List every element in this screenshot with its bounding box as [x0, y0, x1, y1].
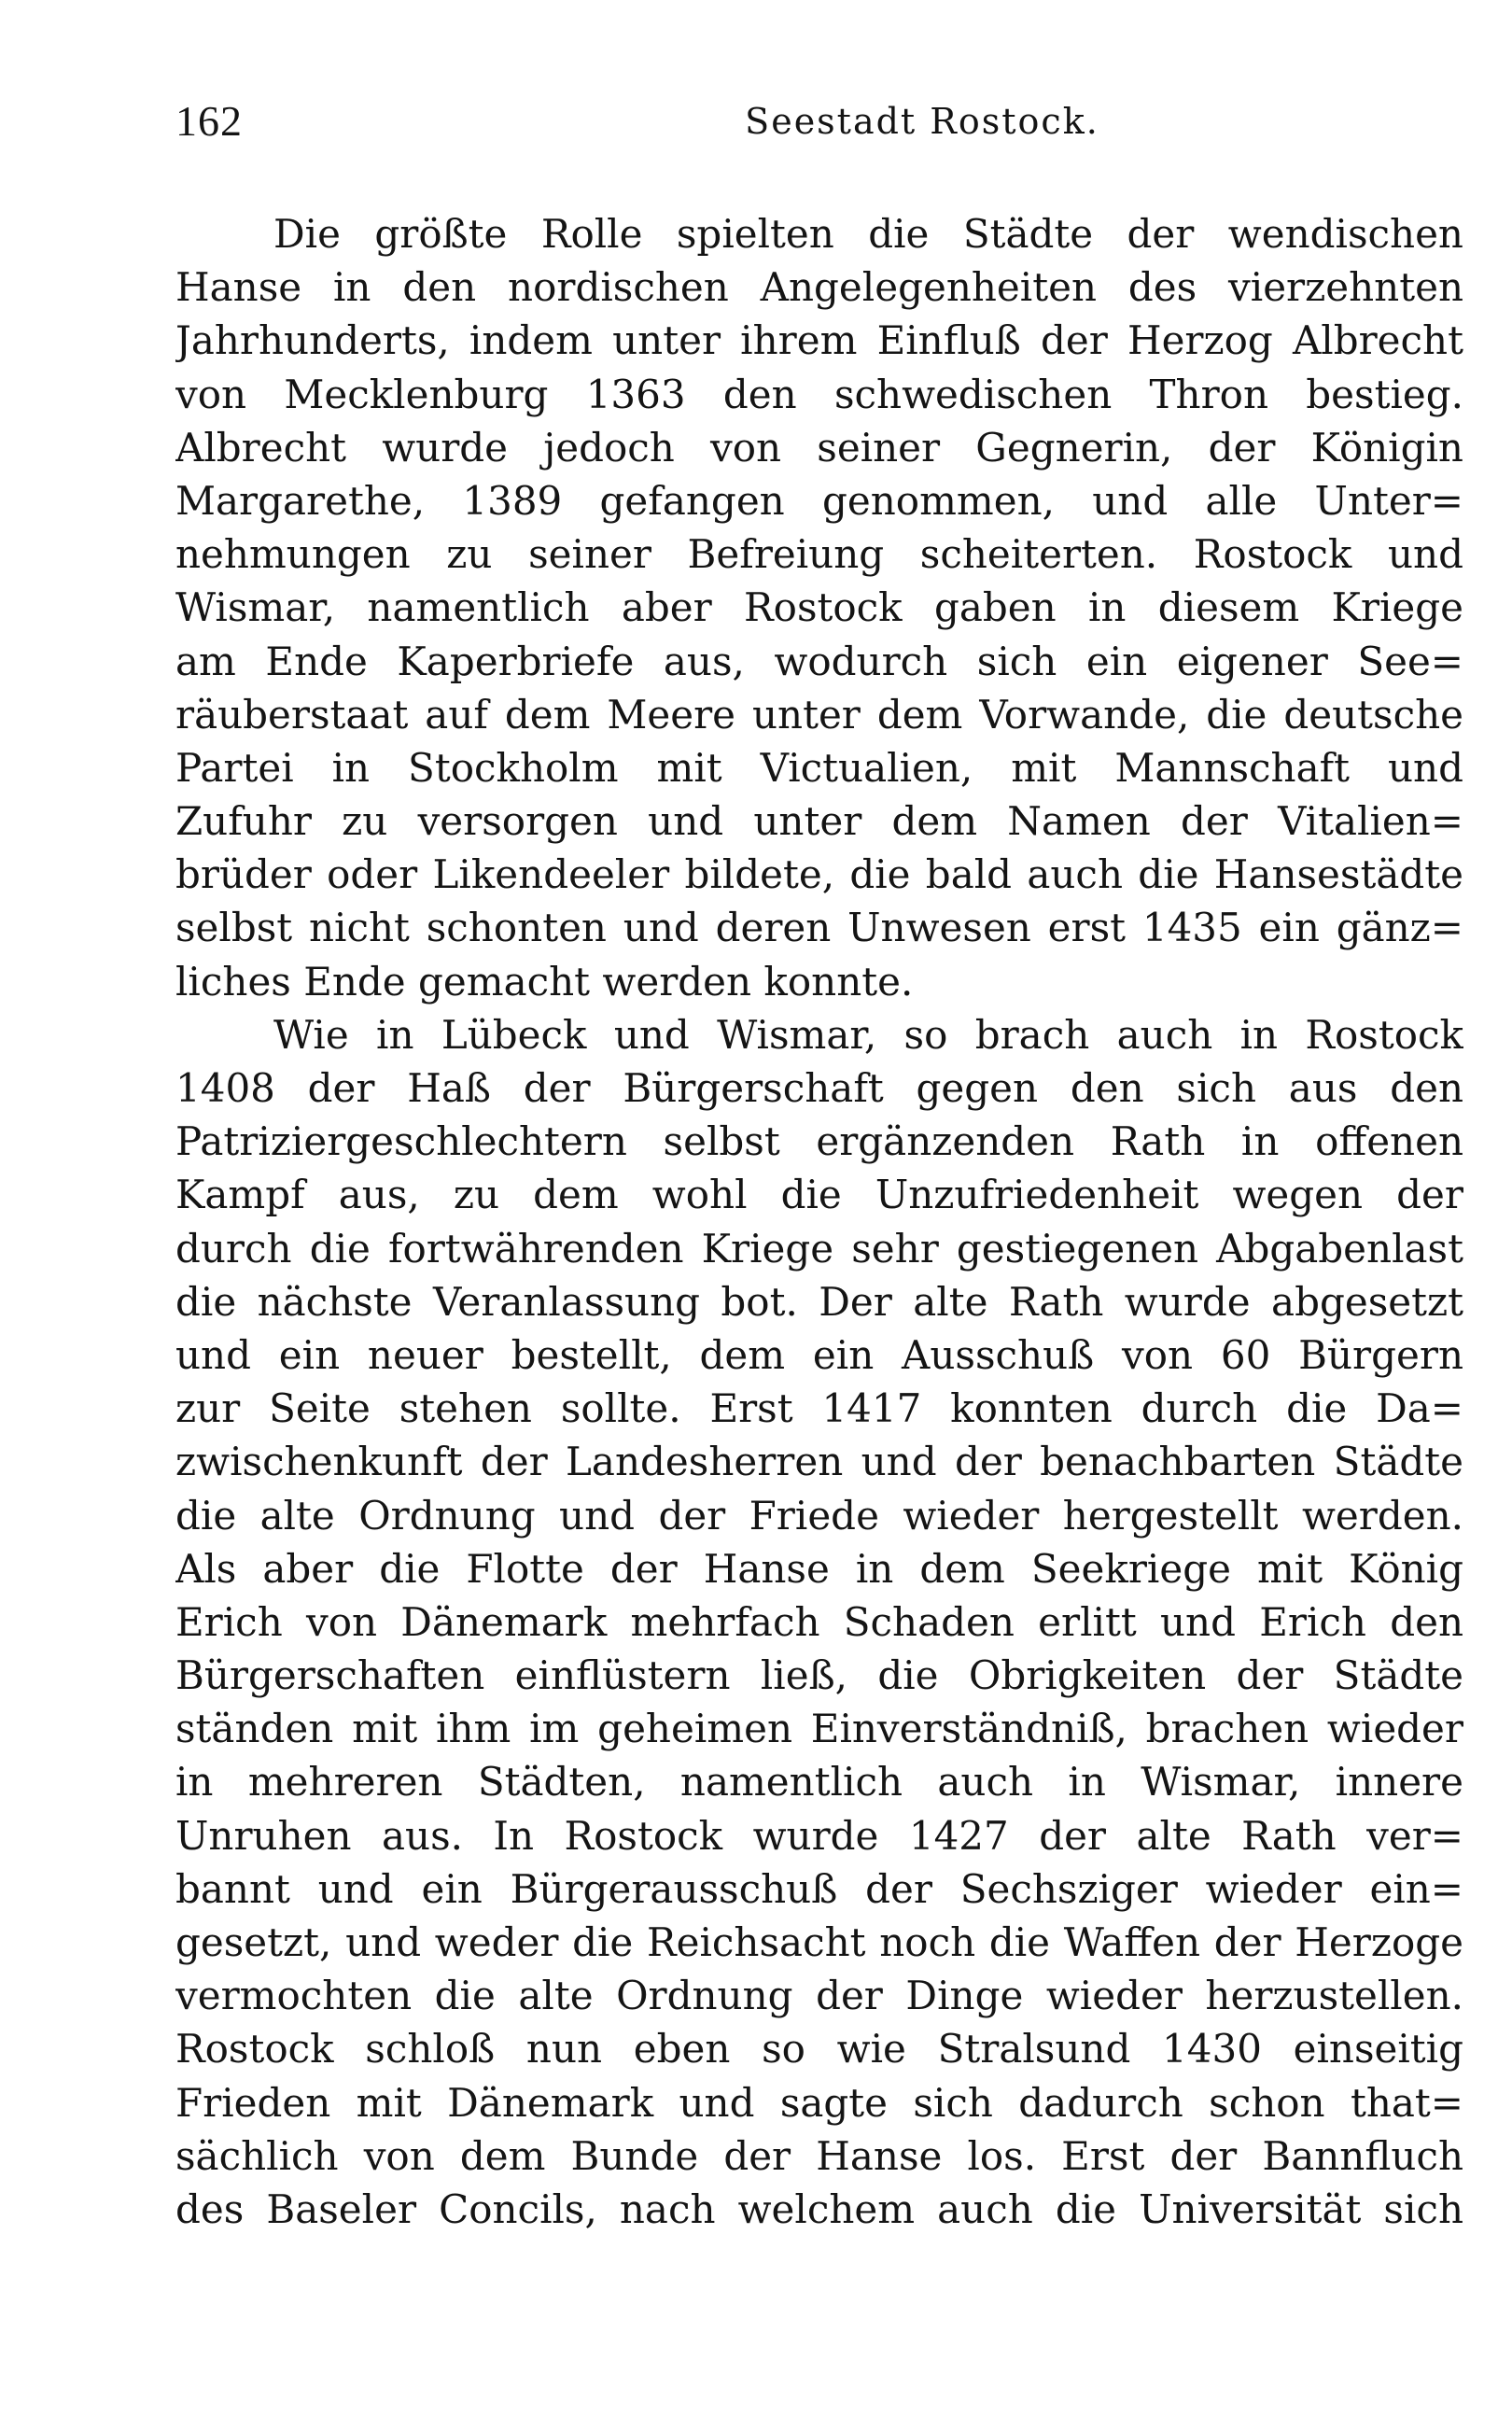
text-line: brüder oder Likendeeler bildete, die bald auch die Hansestädte	[175, 851, 1463, 898]
text-line: Kampf aus, zu dem wohl die Unzufriedenheit wegen der	[175, 1172, 1463, 1218]
text-line: Frieden mit Dänemark und sagte sich dadurch schon that=	[175, 2079, 1463, 2126]
text-line: Erich von Dänemark mehrfach Schaden erlitt und Erich den	[175, 1598, 1463, 1645]
text-line: Bürgerschaften einflüstern ließ, die Obrigkeiten der Städte	[175, 1652, 1463, 1699]
text-line: gesetzt, und weder die Reichsacht noch die Waffen der Herzoge	[175, 1919, 1463, 1965]
text-line: zur Seite stehen sollte. Erst 1417 konnten durch die Da=	[175, 1385, 1463, 1432]
text-line: liches Ende gemacht werden konnte.	[175, 958, 914, 1005]
text-line: Albrecht wurde jedoch von seiner Gegnerin, der Königin	[175, 424, 1463, 471]
text-line: Die größte Rolle spielten die Städte der wendischen	[273, 211, 1463, 257]
text-line: Partei in Stockholm mit Victualien, mit Mannschaft und	[175, 744, 1463, 791]
text-line: Als aber die Flotte der Hanse in dem Seekriege mit König	[175, 1545, 1463, 1592]
text-line: vermochten die alte Ordnung der Dinge wieder herzustellen.	[175, 1973, 1463, 2019]
text-line: Rostock schloß nun eben so wie Stralsund 1430 einseitig	[175, 2026, 1463, 2073]
text-line: und ein neuer bestellt, dem ein Ausschuß von 60 Bürgern	[175, 1331, 1463, 1378]
text-line: bannt und ein Bürgerausschuß der Sechsziger wieder ein=	[175, 1865, 1463, 1912]
text-line: Wie in Lübeck und Wismar, so brach auch in Rostock	[273, 1011, 1463, 1058]
text-line: 1408 der Haß der Bürgerschaft gegen den sich aus den	[175, 1065, 1463, 1111]
text-line: die nächste Veranlassung bot. Der alte Rath wurde abgesetzt	[175, 1278, 1463, 1325]
page-header	[175, 93, 1482, 149]
text-line: Patriziergeschlechtern selbst ergänzenden Rath in offenen	[175, 1118, 1463, 1165]
text-line: ständen mit ihm im geheimen Einverständniß, brachen wieder	[175, 1706, 1463, 1752]
text-line: von Mecklenburg 1363 den schwedischen Thron bestieg.	[175, 371, 1463, 417]
text-line: am Ende Kaperbriefe aus, wodurch sich ein eigener See=	[175, 638, 1463, 684]
text-line: durch die fortwährenden Kriege sehr gestiegenen Abgabenlast	[175, 1225, 1463, 1272]
text-line: Hanse in den nordischen Angelegenheiten des vierzehnten	[175, 264, 1463, 311]
text-line: sächlich von dem Bunde der Hanse los. Erst der Bannfluch	[175, 2132, 1463, 2179]
text-line: die alte Ordnung und der Friede wieder hergestellt werden.	[175, 1492, 1463, 1539]
text-line: Margarethe, 1389 gefangen genommen, und alle Unter=	[175, 477, 1463, 524]
text-line: zwischenkunft der Landesherren und der benachbarten Städte	[175, 1439, 1463, 1485]
text-line: des Baseler Concils, nach welchem auch die Universität sich	[175, 2185, 1463, 2232]
running-head: Seestadt Rostock.	[745, 101, 1099, 142]
text-line: Wismar, namentlich aber Rostock gaben in diesem Kriege	[175, 584, 1463, 631]
text-line: räuberstaat auf dem Meere unter dem Vorwande, die deutsche	[175, 691, 1463, 738]
page-number: 162	[175, 97, 243, 145]
body-text	[175, 207, 1463, 2236]
text-line: selbst nicht schonten und deren Unwesen erst 1435 ein gänz=	[175, 905, 1463, 951]
text-line: Zufuhr zu versorgen und unter dem Namen der Vitalien=	[175, 798, 1463, 845]
text-line: in mehreren Städten, namentlich auch in Wismar, innere	[175, 1759, 1463, 1806]
text-line: nehmungen zu seiner Befreiung scheiterten. Rostock und	[175, 531, 1463, 578]
text-line: Jahrhunderts, indem unter ihrem Einfluß der Herzog Albrecht	[175, 317, 1463, 364]
text-line: Unruhen aus. In Rostock wurde 1427 der alte Rath ver=	[175, 1812, 1463, 1859]
